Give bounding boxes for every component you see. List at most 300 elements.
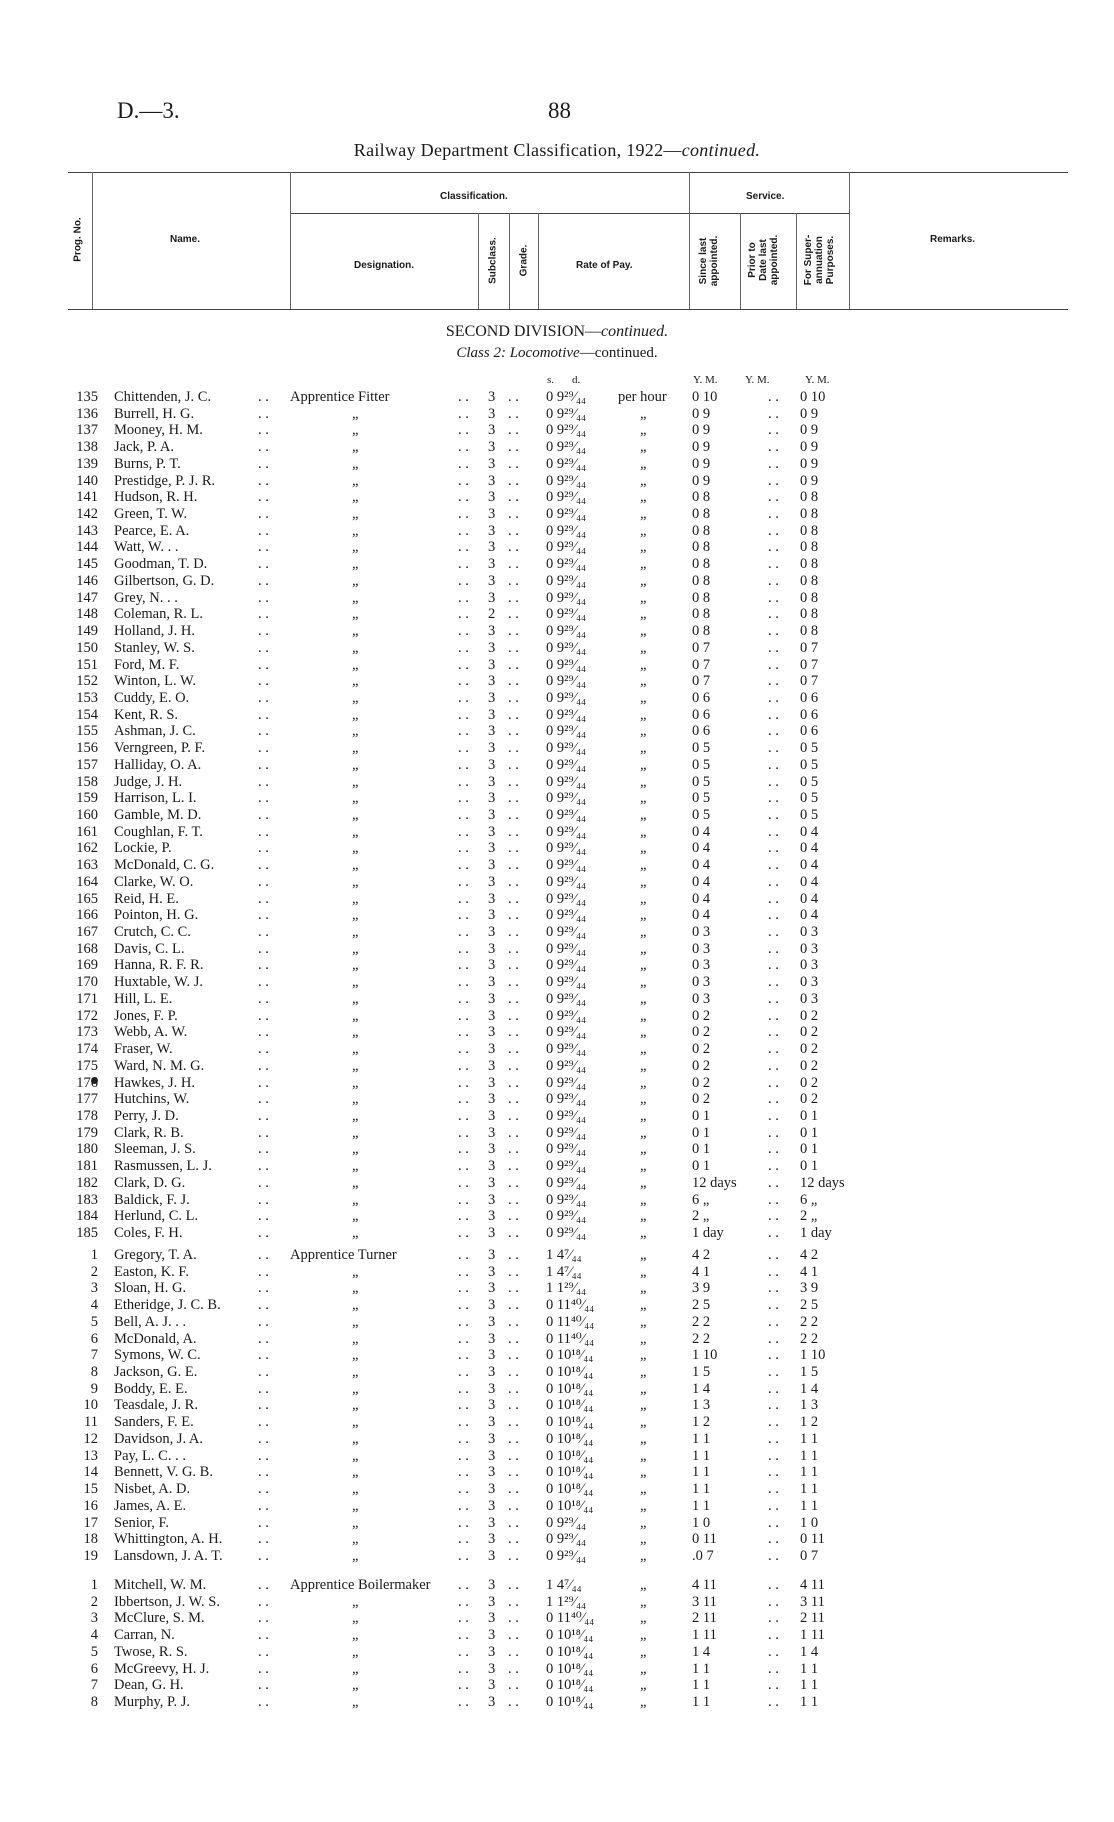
leader-dots: . . [258, 1330, 269, 1347]
table-row [0, 406, 1114, 422]
subclass: 3 [488, 1531, 496, 1548]
employee-name: Burns, P. T. [114, 455, 181, 472]
superannuation-service: 0 2 [800, 1024, 819, 1041]
table-row [0, 857, 1114, 873]
leader-dots: . . [508, 1660, 519, 1677]
superannuation-service: 0 2 [800, 1091, 819, 1108]
col-divider [538, 213, 539, 309]
subclass: 3 [488, 1593, 496, 1610]
since-last-appointed: 0 10 [692, 389, 718, 405]
employee-name: Murphy, P. J. [114, 1694, 191, 1711]
leader-dots: . . [458, 422, 469, 439]
leader-dots: . . [508, 1313, 519, 1330]
leader-dots: . . [458, 990, 469, 1007]
designation: „ [352, 1191, 359, 1208]
rate-of-pay: 0 9²⁹⁄₄₄ [546, 873, 587, 890]
since-last-appointed: 0 1 [692, 1124, 711, 1141]
subclass: 3 [488, 556, 496, 573]
designation: „ [352, 840, 359, 857]
subclass: 3 [488, 1158, 496, 1175]
prog-no: 140 [76, 472, 98, 489]
designation: „ [352, 890, 359, 907]
leader-dots: . . [458, 940, 469, 957]
table-row [0, 573, 1114, 589]
since-last-appointed: 0 8 [692, 506, 711, 523]
prog-no: 135 [76, 389, 98, 405]
since-last-appointed: 0 4 [692, 840, 711, 857]
pay-period: „ [640, 1414, 647, 1431]
rate-of-pay: 0 10¹⁸⁄₄₄ [546, 1364, 594, 1381]
since-last-appointed: 1 3 [692, 1397, 711, 1414]
rate-of-pay: 0 9²⁹⁄₄₄ [546, 1191, 587, 1208]
prog-no: 160 [76, 807, 98, 823]
pay-period: „ [640, 1464, 647, 1481]
leader-dots: . . [458, 1191, 469, 1208]
superannuation-service: 1 0 [800, 1514, 819, 1531]
leader-dots: . . [508, 556, 519, 573]
table-row [0, 1264, 1114, 1280]
pay-period: „ [640, 1191, 647, 1208]
since-last-appointed: 0 2 [692, 1024, 711, 1041]
since-last-appointed: 0 1 [692, 1158, 711, 1175]
employee-name: Jones, F. P. [114, 1007, 178, 1024]
designation: „ [352, 1174, 359, 1191]
table-row [0, 1247, 1114, 1263]
since-last-appointed: 1 1 [692, 1447, 711, 1464]
leader-dots: . . [458, 1497, 469, 1514]
leader-dots: . . [768, 1497, 779, 1514]
col-divider [478, 213, 479, 309]
table-row [0, 1381, 1114, 1397]
prog-no: 3 [90, 1610, 98, 1627]
table-row [0, 824, 1114, 840]
leader-dots: . . [768, 1174, 779, 1191]
leader-dots: . . [458, 957, 469, 974]
employee-name: James, A. E. [114, 1497, 187, 1514]
employee-name: Mooney, H. M. [114, 422, 203, 439]
pay-period: „ [640, 1007, 647, 1024]
leader-dots: . . [258, 506, 269, 523]
prog-no: 15 [83, 1481, 98, 1498]
employee-name: Nisbet, A. D. [114, 1481, 191, 1498]
leader-dots: . . [258, 823, 269, 840]
prog-no: 17 [83, 1514, 98, 1531]
rate-of-pay: 0 9²⁹⁄₄₄ [546, 706, 587, 723]
designation: „ [352, 455, 359, 472]
since-last-appointed: 0 6 [692, 706, 711, 723]
header-top-rule [68, 172, 1068, 173]
col-divider [92, 172, 93, 309]
table-row [0, 1192, 1114, 1208]
table-row [0, 740, 1114, 756]
pay-period: „ [640, 706, 647, 723]
leader-dots: . . [458, 1643, 469, 1660]
table-row [0, 790, 1114, 806]
superannuation-service: 1 3 [800, 1397, 819, 1414]
since-last-appointed: 3 11 [692, 1593, 717, 1610]
rate-of-pay: 0 9²⁹⁄₄₄ [546, 589, 587, 606]
table-row [0, 1108, 1114, 1124]
subclass: 3 [488, 455, 496, 472]
leader-dots: . . [458, 1593, 469, 1610]
leader-dots: . . [508, 1610, 519, 1627]
leader-dots: . . [258, 723, 269, 740]
leader-dots: . . [458, 1694, 469, 1711]
subclass: 3 [488, 740, 496, 757]
leader-dots: . . [508, 807, 519, 823]
rate-of-pay: 0 11⁴⁰⁄₄₄ [546, 1610, 595, 1627]
leader-dots: . . [258, 1643, 269, 1660]
leader-dots: . . [258, 1531, 269, 1548]
pay-period: „ [640, 940, 647, 957]
leader-dots: . . [258, 472, 269, 489]
rate-of-pay: 0 9²⁹⁄₄₄ [546, 957, 587, 974]
since-last-appointed: 0 4 [692, 857, 711, 874]
since-last-appointed: 0 2 [692, 1041, 711, 1058]
rate-of-pay: 0 9²⁹⁄₄₄ [546, 673, 587, 690]
leader-dots: . . [768, 1380, 779, 1397]
since-last-appointed: 2 11 [692, 1610, 717, 1627]
rate-of-pay: 0 10¹⁸⁄₄₄ [546, 1643, 594, 1660]
prog-no: 159 [76, 790, 98, 807]
prog-no: 7 [90, 1347, 98, 1364]
superannuation-service: 0 9 [800, 405, 819, 422]
rate-of-pay: 1 1²⁹⁄₄₄ [546, 1593, 587, 1610]
leader-dots: . . [508, 673, 519, 690]
leader-dots: . . [768, 1124, 779, 1141]
class-label: Class 2: [456, 345, 506, 361]
subclass-header: Subclass. [487, 237, 499, 284]
superannuation-service: 0 3 [800, 974, 819, 991]
leader-dots: . . [508, 1141, 519, 1158]
employee-name: Gamble, M. D. [114, 807, 202, 823]
leader-dots: . . [508, 422, 519, 439]
since-last-appointed: 0 9 [692, 472, 711, 489]
leader-dots: . . [258, 1464, 269, 1481]
prog-no: 2 [90, 1263, 98, 1280]
unit-years-months: Y. M. [745, 374, 770, 386]
since-last-appointed: 0 3 [692, 957, 711, 974]
leader-dots: . . [508, 873, 519, 890]
table-row [0, 707, 1114, 723]
rate-of-pay: 0 9²⁹⁄₄₄ [546, 1007, 587, 1024]
subclass: 3 [488, 1107, 496, 1124]
employee-name: Green, T. W. [114, 506, 188, 523]
table-row [0, 840, 1114, 856]
page-number: 88 [548, 98, 571, 123]
leader-dots: . . [258, 455, 269, 472]
leader-dots: . . [458, 1481, 469, 1498]
remarks-header: Remarks. [930, 234, 976, 245]
superannuation-service: 0 8 [800, 506, 819, 523]
leader-dots: . . [508, 1074, 519, 1091]
subclass: 3 [488, 790, 496, 807]
superannuation-service: 0 1 [800, 1124, 819, 1141]
designation: „ [352, 1694, 359, 1711]
since-last-appointed: 0 7 [692, 639, 711, 656]
pay-period: „ [640, 606, 647, 623]
rate-of-pay: 0 9²⁹⁄₄₄ [546, 1208, 587, 1225]
subclass: 3 [488, 840, 496, 857]
superannuation-service: 1 1 [800, 1430, 819, 1447]
prog-no: 157 [76, 756, 98, 773]
leader-dots: . . [458, 539, 469, 556]
subclass: 3 [488, 572, 496, 589]
subclass: 3 [488, 439, 496, 456]
employee-name: Bell, A. J. . . [114, 1313, 187, 1330]
since-last-appointed: 0 5 [692, 790, 711, 807]
leader-dots: . . [458, 1627, 469, 1644]
leader-dots: . . [768, 807, 779, 823]
prog-no: 158 [76, 773, 98, 790]
leader-dots: . . [258, 974, 269, 991]
leader-dots: . . [508, 1041, 519, 1058]
leader-dots: . . [508, 1364, 519, 1381]
leader-dots: . . [768, 873, 779, 890]
leader-dots: . . [258, 790, 269, 807]
pay-period: „ [640, 1481, 647, 1498]
employee-name: Kent, R. S. [114, 706, 179, 723]
leader-dots: . . [458, 1091, 469, 1108]
subclass: 3 [488, 1514, 496, 1531]
superannuation-service: 1 1 [800, 1464, 819, 1481]
superannuation-header: For Super- annuation Purposes. [803, 234, 836, 286]
leader-dots: . . [258, 940, 269, 957]
table-row [0, 523, 1114, 539]
table-row [0, 1531, 1114, 1547]
leader-dots: . . [458, 606, 469, 623]
leader-dots: . . [258, 1191, 269, 1208]
table-row [0, 1008, 1114, 1024]
leader-dots: . . [508, 1547, 519, 1564]
subclass: 3 [488, 623, 496, 640]
leader-dots: . . [768, 422, 779, 439]
leader-dots: . . [768, 1414, 779, 1431]
prog-no: 12 [83, 1430, 98, 1447]
col-divider [689, 172, 690, 309]
rate-of-pay: 0 9²⁹⁄₄₄ [546, 1074, 587, 1091]
leader-dots: . . [458, 1297, 469, 1314]
table-row [0, 1075, 1114, 1091]
designation: „ [352, 1041, 359, 1058]
rate-of-pay: 0 9²⁹⁄₄₄ [546, 656, 587, 673]
table-row [0, 874, 1114, 890]
leader-dots: . . [458, 1041, 469, 1058]
leader-dots: . . [258, 1577, 269, 1593]
employee-name: Bennett, V. G. B. [114, 1464, 213, 1481]
prog-no: 173 [76, 1024, 98, 1041]
leader-dots: . . [508, 489, 519, 506]
leader-dots: . . [458, 506, 469, 523]
pay-period: „ [640, 405, 647, 422]
subclass: 3 [488, 1660, 496, 1677]
rate-of-pay: 0 9²⁹⁄₄₄ [546, 807, 587, 823]
leader-dots: . . [508, 1380, 519, 1397]
designation: „ [352, 1091, 359, 1108]
pay-period: „ [640, 840, 647, 857]
designation: „ [352, 1057, 359, 1074]
since-last-appointed: 0 8 [692, 556, 711, 573]
leader-dots: . . [258, 1091, 269, 1108]
subclass: 3 [488, 1247, 496, 1263]
designation: „ [352, 522, 359, 539]
pay-period: „ [640, 740, 647, 757]
employee-name: Ibbertson, J. W. S. [114, 1593, 220, 1610]
table-row [0, 1464, 1114, 1480]
leader-dots: . . [768, 1347, 779, 1364]
since-last-appointed: 0 8 [692, 623, 711, 640]
rate-of-pay: 0 9²⁹⁄₄₄ [546, 389, 587, 405]
leader-dots: . . [458, 756, 469, 773]
prog-no: 145 [76, 556, 98, 573]
leader-dots: . . [768, 389, 779, 405]
employee-name: Watt, W. . . [114, 539, 179, 556]
subclass: 3 [488, 773, 496, 790]
leader-dots: . . [258, 1225, 269, 1241]
prog-no: 138 [76, 439, 98, 456]
classification-underline [290, 213, 689, 214]
leader-dots: . . [458, 706, 469, 723]
superannuation-service: 2 5 [800, 1297, 819, 1314]
prog-no: 155 [76, 723, 98, 740]
prog-no: 154 [76, 706, 98, 723]
table-row [0, 1225, 1114, 1241]
subclass: 3 [488, 1124, 496, 1141]
table-row [0, 1091, 1114, 1107]
leader-dots: . . [258, 1041, 269, 1058]
leader-dots: . . [458, 1107, 469, 1124]
pay-period: „ [640, 1225, 647, 1241]
leader-dots: . . [258, 1481, 269, 1498]
leader-dots: . . [258, 907, 269, 924]
leader-dots: . . [258, 1380, 269, 1397]
table-row [0, 539, 1114, 555]
employee-name: Senior, F. [114, 1514, 170, 1531]
employee-name: Herlund, C. L. [114, 1208, 199, 1225]
prog-no: 162 [76, 840, 98, 857]
prog-no: 139 [76, 455, 98, 472]
superannuation-service: 2 „ [800, 1208, 818, 1225]
designation: „ [352, 756, 359, 773]
prog-no: 168 [76, 940, 98, 957]
table-row [0, 1397, 1114, 1413]
rate-of-pay: 0 9²⁹⁄₄₄ [546, 522, 587, 539]
superannuation-service: 1 1 [800, 1497, 819, 1514]
since-last-appointed: 0 3 [692, 924, 711, 941]
subclass: 3 [488, 1627, 496, 1644]
unit-pence: d. [572, 374, 581, 386]
pay-period: „ [640, 656, 647, 673]
rate-of-pay: 0 9²⁹⁄₄₄ [546, 1514, 587, 1531]
employee-name: Lansdown, J. A. T. [114, 1547, 223, 1564]
leader-dots: . . [768, 706, 779, 723]
since-last-appointed: 0 5 [692, 807, 711, 823]
rate-of-pay: 0 9²⁹⁄₄₄ [546, 623, 587, 640]
superannuation-service: 1 1 [800, 1660, 819, 1677]
superannuation-service: 0 5 [800, 790, 819, 807]
pay-period: „ [640, 857, 647, 874]
since-last-appointed: 0 7 [692, 673, 711, 690]
table-row [0, 1297, 1114, 1313]
leader-dots: . . [768, 472, 779, 489]
leader-dots: . . [768, 1191, 779, 1208]
employee-name: Rasmussen, L. J. [114, 1158, 212, 1175]
leader-dots: . . [458, 1531, 469, 1548]
rate-of-pay: 1 4⁷⁄₄₄ [546, 1247, 582, 1263]
leader-dots: . . [258, 405, 269, 422]
rate-of-pay: 0 9²⁹⁄₄₄ [546, 1024, 587, 1041]
employee-name: Carran, N. [114, 1627, 175, 1644]
rate-of-pay: 0 9²⁹⁄₄₄ [546, 1041, 587, 1058]
leader-dots: . . [768, 1158, 779, 1175]
superannuation-service: 0 9 [800, 472, 819, 489]
table-row [0, 606, 1114, 622]
subclass: 3 [488, 1447, 496, 1464]
table-row [0, 640, 1114, 656]
subclass: 3 [488, 1464, 496, 1481]
employee-name: Pointon, H. G. [114, 907, 199, 924]
leader-dots: . . [768, 1024, 779, 1041]
employee-name: Holland, J. H. [114, 623, 195, 640]
pay-period: „ [640, 1531, 647, 1548]
pay-period: „ [640, 1514, 647, 1531]
designation: „ [352, 1464, 359, 1481]
prog-no: 141 [76, 489, 98, 506]
leader-dots: . . [258, 1158, 269, 1175]
pay-period: „ [640, 823, 647, 840]
superannuation-service: 1 11 [800, 1627, 825, 1644]
designation: „ [352, 740, 359, 757]
leader-dots: . . [458, 522, 469, 539]
superannuation-service: 0 3 [800, 940, 819, 957]
rate-of-pay: 0 9²⁹⁄₄₄ [546, 455, 587, 472]
pay-period: „ [640, 1577, 647, 1593]
designation: „ [352, 1007, 359, 1024]
superannuation-service: 0 7 [800, 1547, 819, 1564]
leader-dots: . . [458, 405, 469, 422]
employee-name: Ashman, J. C. [114, 723, 196, 740]
leader-dots: . . [508, 389, 519, 405]
pay-period: „ [640, 756, 647, 773]
prog-no: 153 [76, 689, 98, 706]
superannuation-service: 0 7 [800, 639, 819, 656]
since-last-appointed: 0 8 [692, 522, 711, 539]
leader-dots: . . [258, 1364, 269, 1381]
since-last-appointed: 1 0 [692, 1514, 711, 1531]
since-last-appointed: 1 1 [692, 1430, 711, 1447]
designation: „ [352, 790, 359, 807]
leader-dots: . . [768, 1430, 779, 1447]
leader-dots: . . [458, 740, 469, 757]
pay-period: „ [640, 455, 647, 472]
rate-of-pay: 0 9²⁹⁄₄₄ [546, 556, 587, 573]
prog-no: 8 [90, 1364, 98, 1381]
leader-dots: . . [768, 1297, 779, 1314]
designation: „ [352, 1593, 359, 1610]
employee-name: Perry, J. D. [114, 1107, 179, 1124]
leader-dots: . . [458, 472, 469, 489]
designation: „ [352, 974, 359, 991]
pay-period: „ [640, 1141, 647, 1158]
subclass: 3 [488, 1263, 496, 1280]
designation: „ [352, 1531, 359, 1548]
col-divider [290, 172, 291, 309]
classification-header: Classification. [440, 191, 508, 202]
employee-name: Chittenden, J. C. [114, 389, 212, 405]
prog-no: 18 [83, 1531, 98, 1548]
rate-of-pay: 0 10¹⁸⁄₄₄ [546, 1447, 594, 1464]
leader-dots: . . [458, 873, 469, 890]
